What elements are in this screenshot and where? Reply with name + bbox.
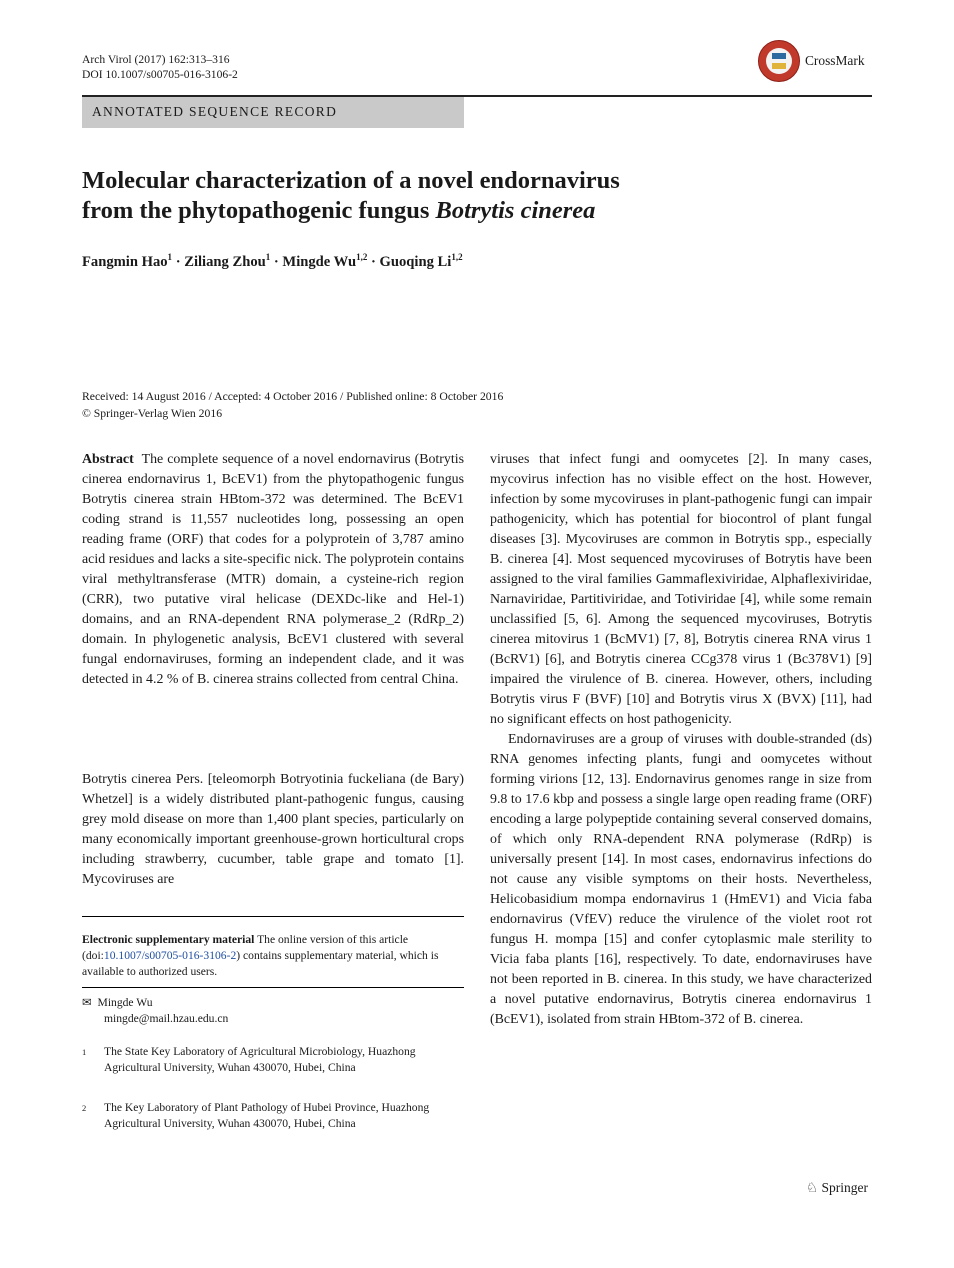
esm-note: Electronic supplementary material The online version of this article (doi:10.1007/s00705-016-3106-2) contains supplementary material, which is available to authorized users.	[82, 933, 439, 978]
publisher-logo	[806, 1180, 868, 1196]
author[interactable]: Guoqing Li$^{1,2}$	[379, 252, 463, 270]
esm-doi-link[interactable]: 10.1007/s00705-016-3106-2	[103, 949, 237, 962]
author[interactable]: Fangmin Hao$^1$	[82, 252, 173, 270]
journal-citation	[82, 52, 238, 82]
article-title	[82, 166, 782, 226]
correspondence	[82, 995, 464, 1027]
section-tag	[82, 97, 464, 128]
footnote-rule-2	[82, 987, 464, 988]
author[interactable]: Mingde Wu$^{1,2}$	[282, 252, 368, 270]
publication-dates	[82, 389, 503, 422]
author[interactable]: Ziliang Zhou$^1$	[184, 252, 271, 270]
abstract-text: The complete sequence of a novel endornavirus (Botrytis cinerea endornavirus 1, BcEV1) from the phytopathogenic fungus Botrytis cinerea strain HBtom-372 was determined. The BcEV1 coding strand is 11,557 nucleotides long, possessing an open reading frame (ORF) that codes for a polyprotein of 3,787 amino acid residues and lacks a site-specific nick. The polyprotein contains viral methyltransferase (MTR) domain, a cysteine-rich region (CRR), two putative viral helicase (DEXDc-like and Hel-1) domains, and an RNA-dependent RNA polymerase_2 (RdRp_2) domain. In phylogenetic analysis, BcEV1 clustered with several fungal endornaviruses, forming an independent clade, and it was detected in 4.2 % of B. cinerea strains collected from central China.	[82, 452, 464, 687]
title-line-1: Molecular characterization of a novel endornavirus	[82, 167, 620, 194]
abstract	[82, 450, 464, 690]
section-tag-label: ANNOTATED SEQUENCE RECORD	[92, 104, 338, 119]
springer-horse-icon: ♘	[806, 1180, 819, 1195]
journal-volume: Arch Virol (2017) 162:313–316	[82, 53, 230, 66]
affiliation-2: 2 The Key Laboratory of Plant Pathology of Hubei Province, Huazhong Agricultural University, Wuhan 430070, Hubei, China	[82, 1101, 430, 1130]
envelope-icon: ✉	[82, 996, 92, 1009]
publisher-name: Springer	[821, 1180, 868, 1195]
affiliation-1: 1 The State Key Laboratory of Agricultural Microbiology, Huazhong Agricultural University, Wuhan 430070, Hubei, China	[82, 1045, 416, 1074]
crossmark-label: CrossMark	[805, 53, 865, 68]
crossmark-icon	[758, 40, 800, 82]
title-line-2: from the phytopathogenic fungus Botrytis cinerea	[82, 197, 596, 224]
copyright: © Springer-Verlag Wien 2016	[82, 406, 223, 420]
intro-paragraph	[82, 770, 464, 890]
right-column	[490, 450, 872, 1030]
date-history: Received: 14 August 2016 / Accepted: 4 October 2016 / Published online: 8 October 2016	[82, 390, 504, 403]
abstract-label: Abstract	[82, 452, 134, 467]
doi-line[interactable]: DOI 10.1007/s00705-016-3106-2	[82, 68, 238, 81]
right-paragraph-1: viruses that infect fungi and oomycetes [2]. In many cases, mycovirus infection has no visible effect on the host. However, infection by some mycoviruses in plant-pathogenic fungi can impair pathogenicity, which has potential for biocontrol of plant fungal diseases [3]. Mycoviruses are common in Botrytis spp., especially B. cinerea [4]. Most sequenced mycoviruses of Botrytis have been assigned to the viral families Gammaflexiviridae, Alphaflexiviridae, Narnaviridae, Partitiviridae, and Totiviridae [4], while some remain unclassified [5, 6]. Among the sequenced mycoviruses, Botrytis cinerea mitovirus 1 (BcMV1) [7, 8], Botrytis cinerea RNA virus 1 (BcRV1) [6], and Botrytis cinerea CCg378 virus 1 (Bc378V1) [9] impaired the virulence of B. cinerea. However, others, including Botrytis virus F (BVF) [10] and Botrytis virus X (BVX) [11], had no significant effects on host pathogenicity.	[490, 452, 872, 727]
crossmark-badge[interactable]	[758, 40, 878, 84]
corresponding-author: Mingde Wu	[97, 996, 153, 1009]
footnote-rule	[82, 916, 464, 917]
author-list: Fangmin Hao$^1$ · Ziliang Zhou$^1$ · Mingde Wu$^{1,2}$ · Guoqing Li$^{1,2}$	[82, 252, 463, 270]
email-link[interactable]: mingde@mail.hzau.edu.cn	[104, 1012, 229, 1025]
esm-label: Electronic supplementary material	[82, 933, 255, 946]
intro-text: Botrytis cinerea Pers. [teleomorph Botryotinia fuckeliana (de Bary) Whetzel] is a widely distributed plant-pathogenic fungus, causing grey mold disease on more than 1,400 plant species, particularly on many economically important greenhouse-grown horticultural crops including strawberry, cucumber, table grape and tomato [1]. Mycoviruses are	[82, 772, 464, 887]
right-paragraph-2: Endornaviruses are a group of viruses with double-stranded (ds) RNA genomes infecting plants, fungi and oomycetes without forming virions [12, 13]. Endornavirus genomes range in size from 9.8 to 17.6 kbp and possess a single large open reading frame (ORF) encoding a large polypeptide containing several conserved domains, of which only RNA-dependent RNA polymerase (RdRp) is universally present [14]. In most cases, endornavirus infections do not cause any visible symptoms on their hosts. Nevertheless, Helicobasidium mompa endornavirus 1 (HmEV1) and Vicia faba endornavirus (VfEV) reduce the virulence of the violet root rot fungus H. mompa [15] and confer cytoplasmic male sterility to Vicia faba plants [16], respectively. To date, endornaviruses have not been reported in B. cinerea. In this study, we have characterized a novel putative endornavirus, Botrytis cinerea endornavirus 1 (BcEV1), isolated from strain HBtom-372 of B. cinerea.	[490, 732, 872, 1027]
